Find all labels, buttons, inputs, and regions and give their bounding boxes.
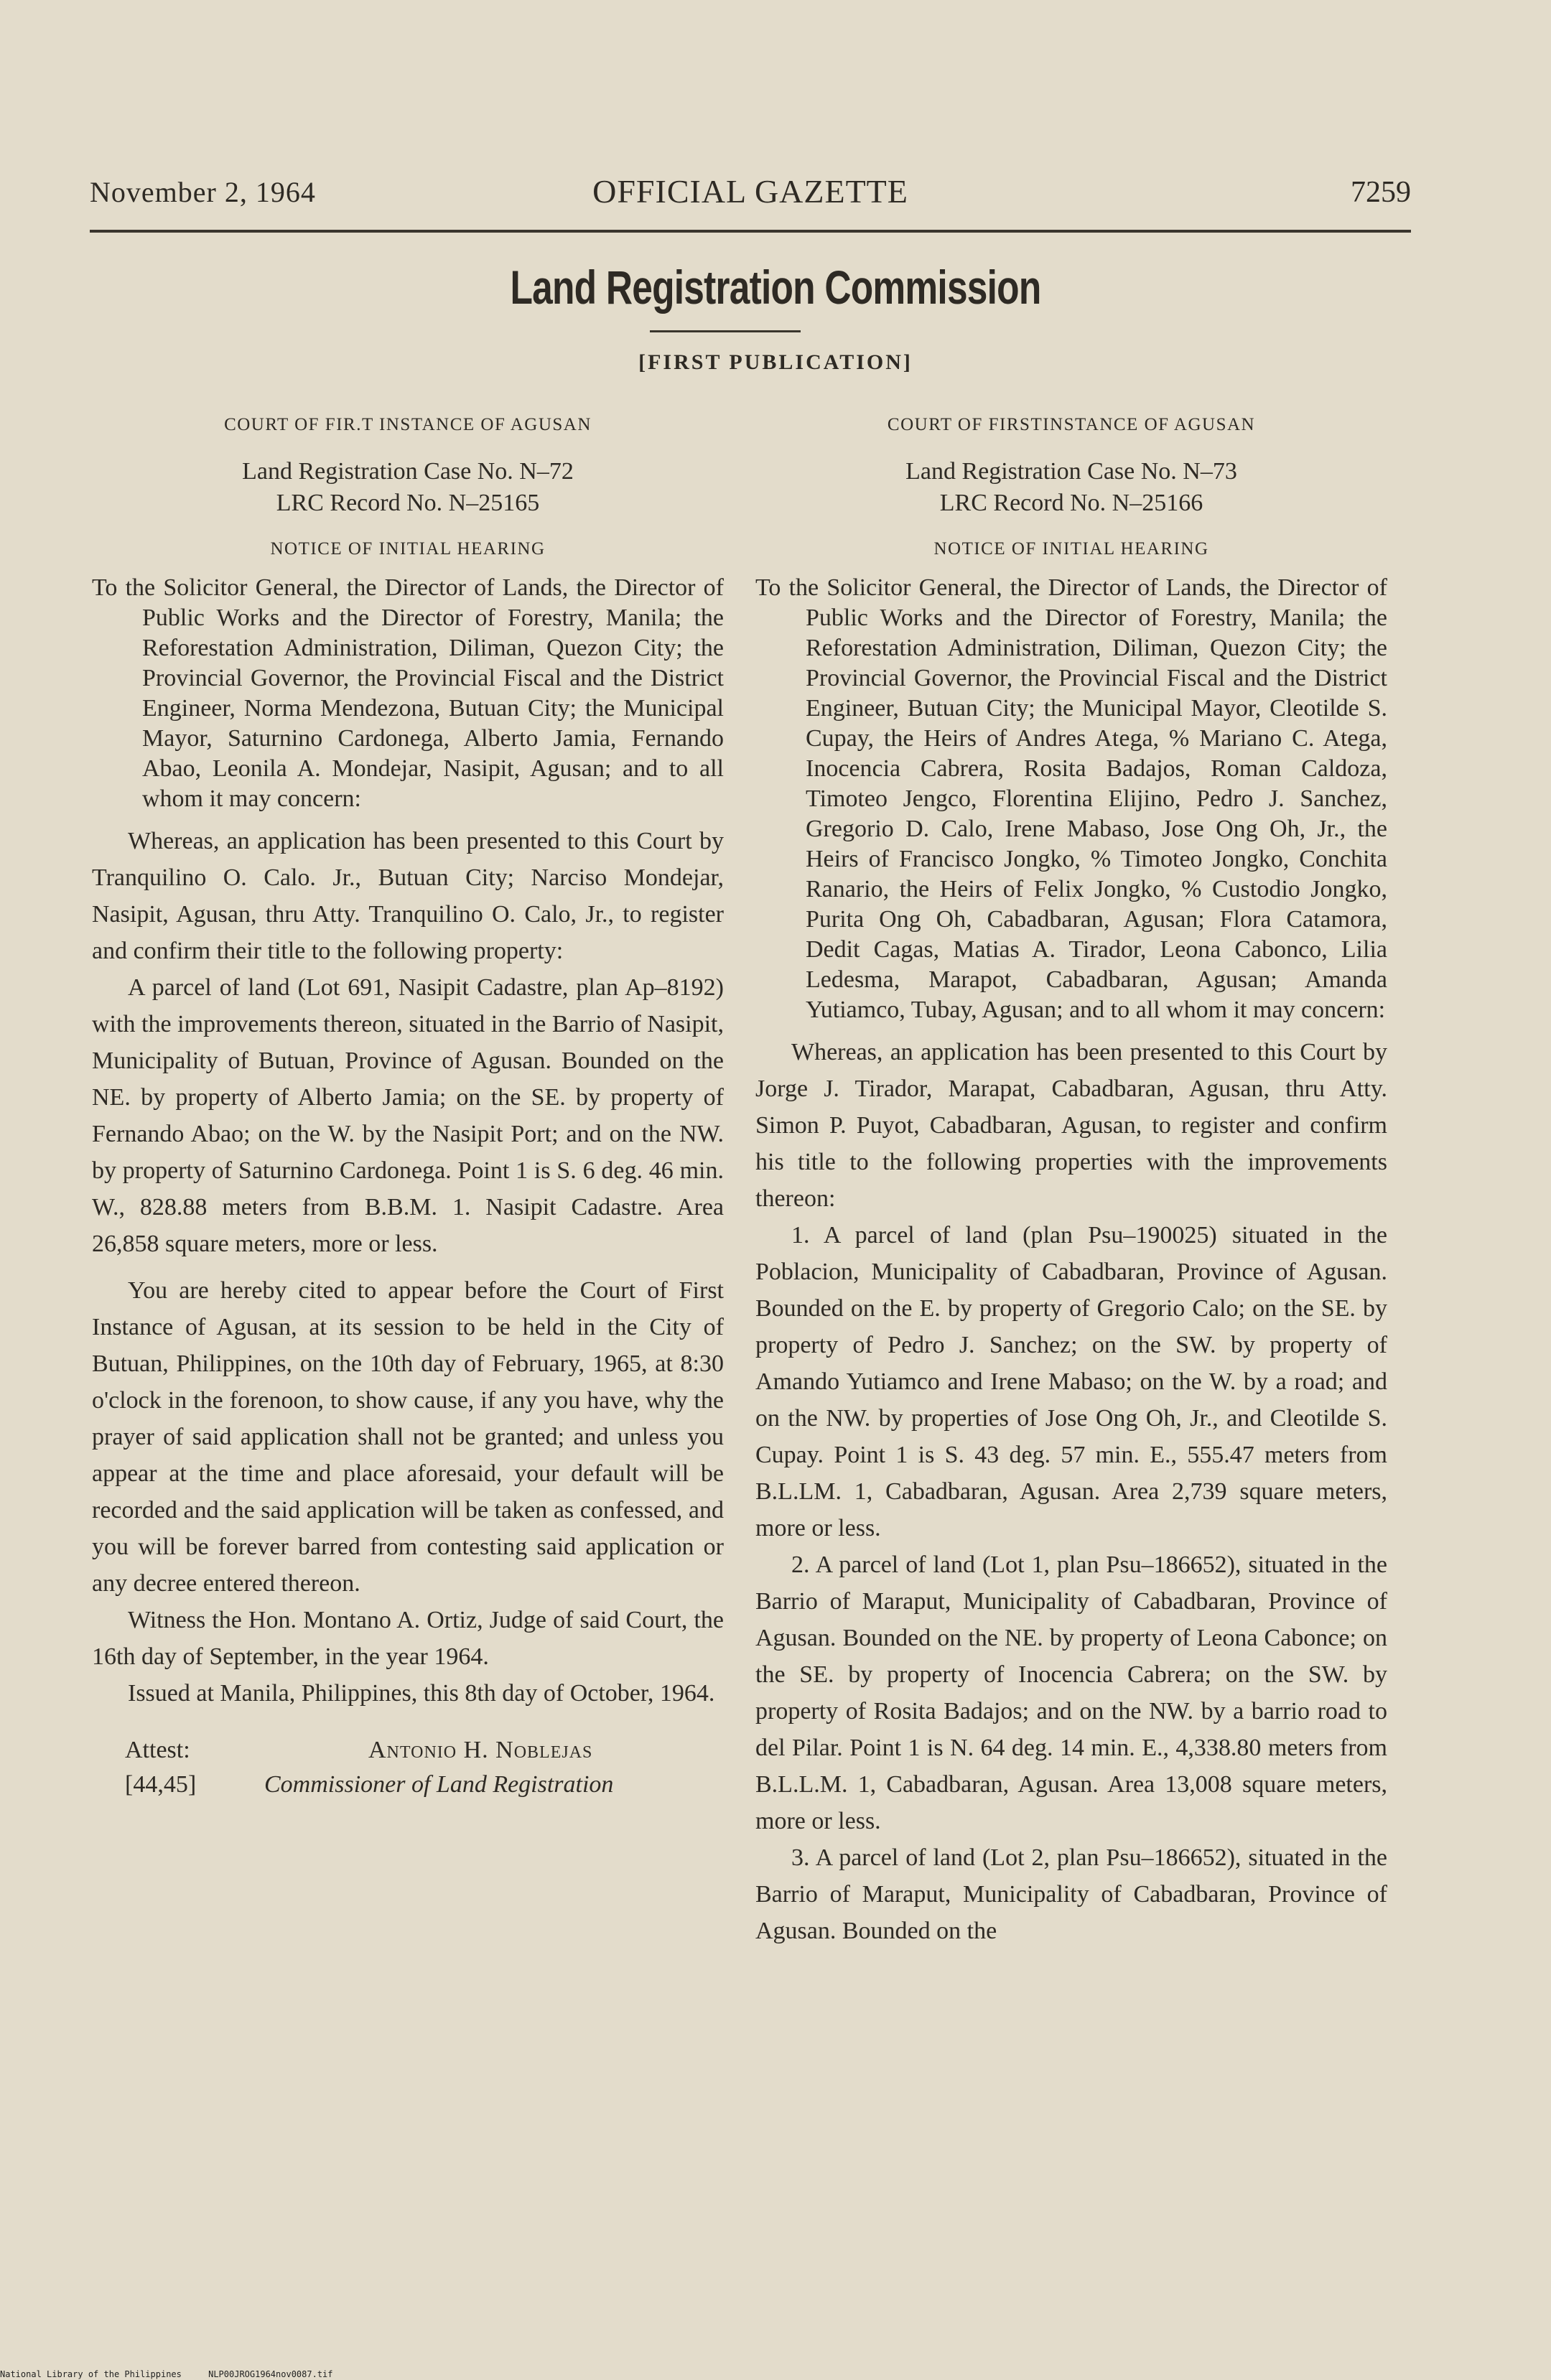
signatory-name: Antonio H. Noblejas xyxy=(368,1737,593,1763)
publication-title: OFFICIAL GAZETTE xyxy=(592,173,908,210)
library-credit: National Library of the Philippines xyxy=(0,2369,182,2379)
paragraph: Whereas, an application has been presented to this Court by Tranquilino O. Calo. Jr., Butuan City; Narciso Mondejar, Nasipit, Agusan, thru Atty. Tranquilino O. Calo, Jr., to register and confirm their title to the following property: xyxy=(92,828,724,964)
case-number: Land Registration Case No. N–72 xyxy=(242,458,574,485)
right-column-notice xyxy=(755,406,1387,1949)
notice-title: NOTICE OF INITIAL HEARING xyxy=(270,539,546,559)
addressees: To the Solicitor General, the Director of Lands, the Director of Public Works and the Director of Forestry, Manila; the Reforestation Administration, Diliman, Quezon City; the Provincial Governor, the Provincial Fiscal and the District Engineer, Norma Mendezona, Butuan City; the Municipal Mayor, Saturnino Cardonega, Alberto Jamia, Fernando Abao, Leonila A. Mondejar, Nasipit, Agusan; and to all whom it may concern: xyxy=(92,574,724,812)
paragraph: You are hereby cited to appear before the Court of First Instance of Agusan, at its session to be held in the City of Butuan, Philippines, on the 10th day of February, 1965, at 8:30 o'clock in the forenoon, to show cause, if any you have, why the prayer of said application shall not be granted; and unless you appear at the time and place aforesaid, your default will be recorded and the said application will be taken as confessed, and you will be forever barred from contesting said application or any decree entered thereon. xyxy=(92,1277,724,1597)
notice-title: NOTICE OF INITIAL HEARING xyxy=(933,539,1209,559)
record-number: LRC Record No. N–25165 xyxy=(276,490,540,516)
attestation xyxy=(92,1732,724,1803)
header-rule xyxy=(90,230,1411,233)
left-column-notice xyxy=(92,406,724,1803)
scan-footer xyxy=(0,2369,355,2379)
record-number: LRC Record No. N–25166 xyxy=(939,490,1203,516)
section-rule xyxy=(650,330,801,332)
file-name: NLP00JROG1964nov0087.tif xyxy=(208,2369,333,2379)
court-name: COURT OF FIR.T INSTANCE OF AGUSAN xyxy=(224,415,592,434)
issue-date: November 2, 1964 xyxy=(90,176,316,208)
page-number: 7259 xyxy=(1351,176,1411,209)
page-header xyxy=(90,175,1411,218)
paragraph: A parcel of land (Lot 691, Nasipit Cadastre, plan Ap–8192) with the improvements thereon, situated in the Barrio of Nasipit, Municipality of Butuan, Province of Agusan. Bounded on the NE. by property of Alberto Jamia; on the SE. by property of Fernando Abao; on the W. by the Nasipit Port; and on the NW. by property of Saturnino Cardonega. Point 1 is S. 6 deg. 46 min. W., 828.88 meters from B.B.M. 1. Nasipit Cadastre. Area 26,858 square meters, more or less. xyxy=(92,974,724,1257)
paragraph: Issued at Manila, Philippines, this 8th day of October, 1964. xyxy=(128,1680,715,1707)
publication-label: [FIRST PUBLICATION] xyxy=(638,350,913,374)
paragraph: 3. A parcel of land (Lot 2, plan Psu–186652), situated in the Barrio of Maraput, Municipality of Cabadbaran, Province of Agusan. Bounded on the xyxy=(755,1844,1387,1944)
case-number: Land Registration Case No. N–73 xyxy=(905,458,1237,485)
paragraph: 1. A parcel of land (plan Psu–190025) situated in the Poblacion, Municipality of Cabadbaran, Province of Agusan. Bounded on the E. by property of Gregorio Calo; on the SE. by property of Pedro J. Sanchez; on the SW. by property of Amando Yutiamco and Irene Mabaso; on the W. by a road; and on the NW. by properties of Jose Ong Oh, Jr., and Cleotilde S. Cupay. Point 1 is S. 43 deg. 57 min. E., 555.47 meters from B.L.LM. 1, Cabadbaran, Agusan. Area 2,739 square meters, more or less. xyxy=(755,1222,1387,1541)
attest-label: Attest: xyxy=(125,1737,190,1763)
paragraph: 2. A parcel of land (Lot 1, plan Psu–186652), situated in the Barrio of Maraput, Municipality of Cabadbaran, Province of Agusan. Bounded on the NE. by property of Leona Cabonce; on the SE. by property of Inocencia Cabrera; on the SW. by property of Rosita Badajos; and on the NW. by a barrio road to del Pilar. Point 1 is N. 64 deg. 14 min. E., 4,338.80 meters from B.L.L.M. 1, Cabadbaran, Agusan. Area 13,008 square meters, more or less. xyxy=(755,1551,1387,1834)
court-name: COURT OF FIRSTINSTANCE OF AGUSAN xyxy=(887,415,1256,434)
paragraph: Whereas, an application has been presented to this Court by Jorge J. Tirador, Marapat, Cabadbaran, Agusan, thru Atty. Simon P. Puyot, Cabadbaran, Agusan, to register and confirm his title to the following properties with the improvements thereon: xyxy=(755,1039,1387,1212)
section-title: Land Registration Commission xyxy=(510,261,1041,314)
addressees: To the Solicitor General, the Director of Lands, the Director of Public Works and the Director of Forestry, Manila; the Reforestation Administration, Diliman, Quezon City; the Provincial Governor, the Provincial Fiscal and the District Engineer, Butuan City; the Municipal Mayor, Cleotilde S. Cupay, the Heirs of Andres Atega, % Mariano C. Atega, Inocencia Cabrera, Rosita Badajos, Roman Caldoza, Timoteo Jengco, Florentina Elijino, Pedro J. Sanchez, Gregorio D. Calo, Irene Mabaso, Jose Ong Oh, Jr., the Heirs of Francisco Jongko, % Timoteo Jongko, Conchita Ranario, the Heirs of Felix Jongko, % Custodio Jongko, Purita Ong Oh, Cabadbaran, Agusan; Flora Catamora, Dedit Cagas, Matias A. Tirador, Leona Cabonco, Lilia Ledesma, Marapot, Cabadbaran, Agusan; Amanda Yutiamco, Tubay, Agusan; and to all whom it may concern: xyxy=(755,574,1387,1023)
reference-number: [44,45] xyxy=(125,1771,197,1798)
paragraph: Witness the Hon. Montano A. Ortiz, Judge of said Court, the 16th day of September, in the year 1964. xyxy=(92,1607,724,1670)
signatory-title: Commissioner of Land Registration xyxy=(264,1771,614,1798)
